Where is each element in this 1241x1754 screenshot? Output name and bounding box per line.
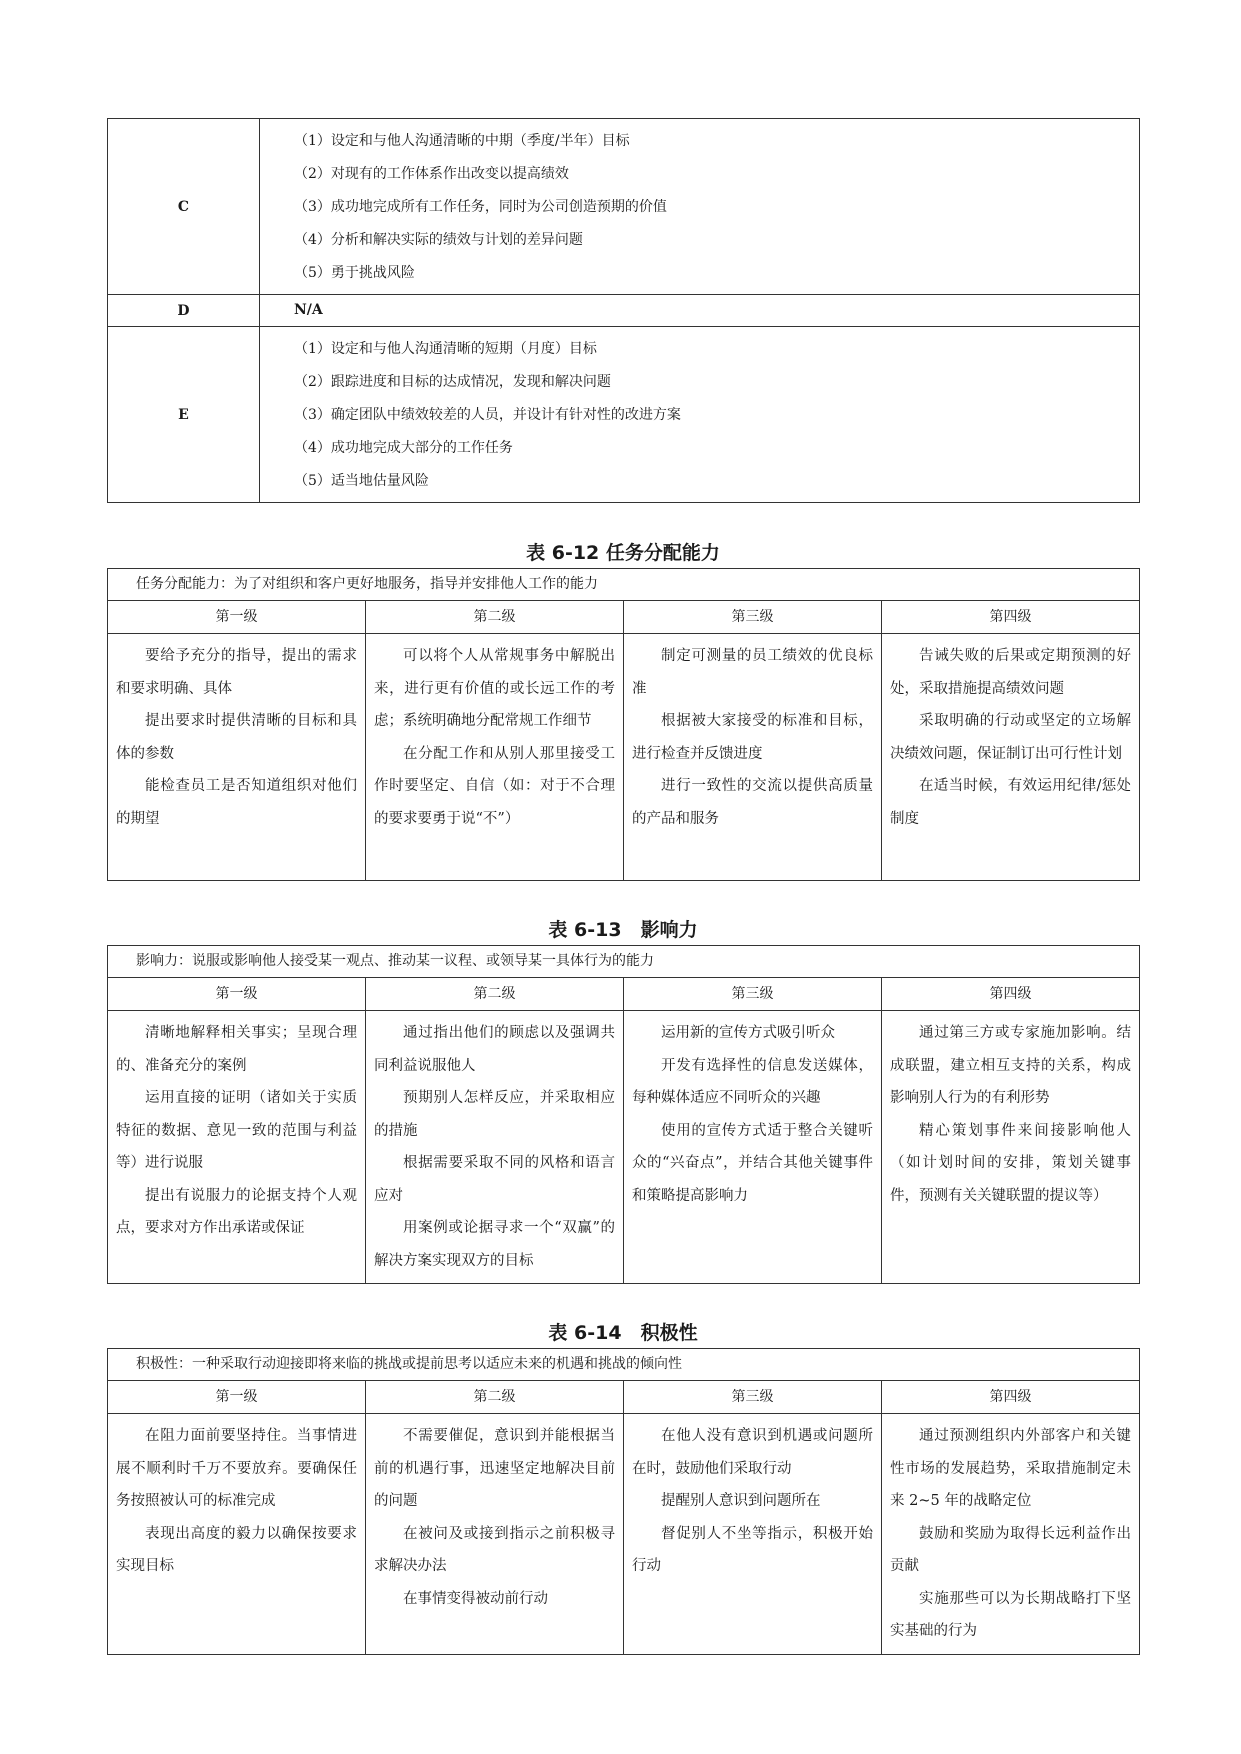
cell-paragraph: 使用的宣传方式适于整合关键听众的“兴奋点”，并结合其他关键事件和策略提高影响力 [632,1122,873,1204]
competency-table-influence [107,945,1140,1284]
cell-paragraph: 用案例或论据寻求一个“双赢”的解决方案实现双方的目标 [374,1220,615,1269]
cell-paragraph: 能检查员工是否知道组织对他们的期望 [116,778,357,827]
list-item: （2）跟踪进度和目标的达成情况，发现和解决问题 [294,374,611,390]
grade-na-value: N/A [260,295,1140,327]
cell-paragraph: 督促别人不坐等指示，积极开始行动 [632,1525,873,1574]
level-header: 第二级 [366,601,624,634]
competency-table-initiative [107,1348,1140,1655]
cell-paragraph: 根据需要采取不同的风格和语言应对 [374,1155,615,1204]
cell-paragraph: 通过预测组织内外部客户和关键性市场的发展趋势，采取措施制定未来 2~5 年的战略定位 [890,1428,1131,1509]
cell-paragraph: 在被问及或接到指示之前积极寻求解决办法 [374,1525,615,1574]
cell-paragraph: 在适当时候，有效运用纪律/惩处制度 [890,778,1131,827]
list-item: （1）设定和与他人沟通清晰的短期（月度）目标 [294,341,597,357]
cell-paragraph: 开发有选择性的信息发送媒体，每种媒体适应不同听众的兴趣 [632,1057,873,1106]
level-cell [108,1011,366,1284]
table-row [108,946,1140,978]
level-header: 第二级 [366,978,624,1011]
level-header: 第四级 [882,1381,1140,1414]
table-row [108,327,1140,503]
cell-paragraph: 制定可测量的员工绩效的优良标准 [632,648,873,697]
cell-paragraph: 根据被大家接受的标准和目标，进行检查并反馈进度 [632,713,873,762]
level-header: 第三级 [624,601,882,634]
cell-paragraph: 鼓励和奖励为取得长远利益作出贡献 [890,1525,1131,1574]
table-row [108,295,1140,327]
table-row [108,1011,1140,1284]
cell-paragraph: 运用新的宣传方式吸引听众 [661,1025,835,1041]
cell-paragraph: 表现出高度的毅力以确保按要求实现目标 [116,1525,357,1574]
cell-paragraph: 提出要求时提供清晰的目标和具体的参数 [116,713,357,762]
table-caption: 表 6-13 影响力 [548,919,698,941]
table-row [108,634,1140,881]
cell-paragraph: 提出有说服力的论据支持个人观点，要求对方作出承诺或保证 [116,1187,357,1236]
cell-paragraph: 通过指出他们的顾虑以及强调共同利益说服他人 [374,1025,615,1074]
list-item: （1）设定和与他人沟通清晰的中期（季度/半年）目标 [294,133,630,149]
list-item: （5）勇于挑战风险 [294,265,415,281]
level-header: 第一级 [108,601,366,634]
list-item: （4）成功地完成大部分的工作任务 [294,440,513,456]
table-row [108,569,1140,601]
cell-paragraph: 要给予充分的指导，提出的需求和要求明确、具体 [116,648,357,697]
level-cell [366,634,624,881]
cell-paragraph: 实施那些可以为长期战略打下坚实基础的行为 [890,1590,1131,1639]
level-cell [882,634,1140,881]
cell-paragraph: 在阻力面前要坚持住。当事情进展不顺利时千万不要放弃。要确保任务按照被认可的标准完成 [116,1428,357,1509]
competency-definition: 积极性：一种采取行动迎接即将来临的挑战或提前思考以适应未来的机遇和挑战的倾向性 [108,1349,1140,1381]
level-header: 第一级 [108,978,366,1011]
level-cell [624,1414,882,1655]
level-header: 第三级 [624,1381,882,1414]
table-header-row [108,601,1140,634]
table-row [108,1349,1140,1381]
grade-label: D [108,295,260,327]
level-cell [108,634,366,881]
table-row [108,119,1140,295]
level-header: 第四级 [882,978,1140,1011]
grade-items [260,327,1140,503]
list-item: （2）对现有的工作体系作出改变以提高绩效 [294,166,569,182]
level-header: 第三级 [624,978,882,1011]
cell-paragraph: 采取明确的行动或坚定的立场解决绩效问题，保证制订出可行性计划 [890,713,1131,762]
list-item: （3）成功地完成所有工作任务，同时为公司创造预期的价值 [294,199,667,215]
list-item: （4）分析和解决实际的绩效与计划的差异问题 [294,232,583,248]
cell-paragraph: 在事情变得被动前行动 [403,1590,548,1607]
level-header: 第一级 [108,1381,366,1414]
cell-paragraph: 不需要催促，意识到并能根据当前的机遇行事，迅速坚定地解决目前的问题 [374,1428,615,1509]
cell-paragraph: 提醒别人意识到问题所在 [661,1493,821,1509]
level-cell [366,1414,624,1655]
cell-paragraph: 精心策划事件来间接影响他人（如计划时间的安排，策划关键事件，预测有关关键联盟的提议等） [890,1122,1131,1204]
cell-paragraph: 通过第三方或专家施加影响。结成联盟，建立相互支持的关系，构成影响别人行为的有利形势 [890,1025,1131,1106]
list-item: （5）适当地估量风险 [294,473,429,489]
cell-paragraph: 在他人没有意识到机遇或问题所在时，鼓励他们采取行动 [632,1428,873,1477]
table-header-row [108,978,1140,1011]
table-row [108,1414,1140,1655]
table-caption: 表 6-14 积极性 [548,1322,698,1344]
table-header-row [108,1381,1140,1414]
level-cell [108,1414,366,1655]
grade-label: C [108,119,260,295]
level-cell [882,1011,1140,1284]
grade-label: E [108,327,260,503]
grade-items [260,119,1140,295]
table-caption: 表 6-12 任务分配能力 [526,542,720,564]
document-page [107,118,1139,1655]
cell-paragraph: 可以将个人从常规事务中解脱出来，进行更有价值的或长远工作的考虑；系统明确地分配常规工作细节 [374,648,615,729]
level-cell [882,1414,1140,1655]
competency-definition: 任务分配能力：为了对组织和客户更好地服务，指导并安排他人工作的能力 [108,569,1140,601]
level-header: 第二级 [366,1381,624,1414]
grade-descriptor-table [107,118,1140,503]
cell-paragraph: 进行一致性的交流以提供高质量的产品和服务 [632,778,873,827]
competency-definition: 影响力：说服或影响他人接受某一观点、推动某一议程、或领导某一具体行为的能力 [108,946,1140,978]
cell-paragraph: 运用直接的证明（诸如关于实质特征的数据、意见一致的范围与利益等）进行说服 [116,1090,357,1171]
level-header: 第四级 [882,601,1140,634]
level-cell [624,634,882,881]
cell-paragraph: 预期别人怎样反应，并采取相应的措施 [374,1090,615,1139]
list-item: （3）确定团队中绩效较差的人员，并设计有针对性的改进方案 [294,407,681,423]
cell-paragraph: 在分配工作和从别人那里接受工作时要坚定、自信（如：对于不合理的要求要勇于说“不”） [374,745,615,827]
level-cell [624,1011,882,1284]
cell-paragraph: 清晰地解释相关事实；呈现合理的、准备充分的案例 [116,1025,357,1074]
level-cell [366,1011,624,1284]
competency-table-task-assignment [107,568,1140,881]
cell-paragraph: 告诫失败的后果或定期预测的好处，采取措施提高绩效问题 [890,648,1131,697]
